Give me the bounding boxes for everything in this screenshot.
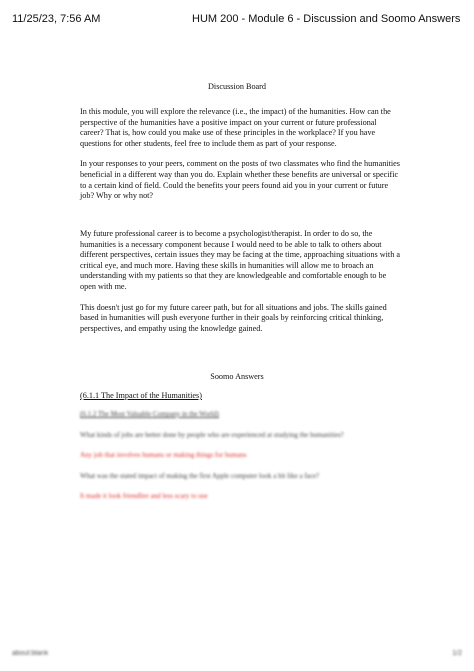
print-datetime: 11/25/23, 7:56 AM: [12, 13, 101, 25]
blurred-subsection-link: (6.1.2 The Most Valuable Company in the World): [80, 410, 219, 418]
document-title: HUM 200 - Module 6 - Discussion and Soomo Answers: [192, 13, 461, 25]
blurred-answers: [80, 409, 402, 502]
page-number: 1/2: [452, 650, 462, 657]
soomo-heading: Soomo Answers: [210, 372, 264, 381]
section-link[interactable]: (6.1.1 The Impact of the Humanities): [80, 391, 202, 400]
prompt-paragraph: In this module, you will explore the relevance (i.e., the impact) of the humanities. How can the perspective of the humanities have a positive impact on your current or future professional career? That is, how could you make use of these principles in the workplace? If you have questions for other students, feel free to include them as part of your response.: [80, 107, 391, 148]
discussion-prompt: [80, 107, 402, 202]
discussion-answer: [80, 229, 402, 334]
blurred-question: What was the stated impact of making the first Apple computer look a bit like a face?: [80, 471, 320, 480]
discussion-heading: Discussion Board: [208, 82, 266, 91]
prompt-paragraph: In your responses to your peers, comment on the posts of two classmates who find the humanities beneficial in a different way than you do. Explain whether these benefits are universal or specific to a certain kind of field. Could the benefits your peers found aid you in your current or future job? Why or why not?: [80, 159, 400, 201]
blurred-answer: It made it look friendlier and less scary to use: [80, 492, 208, 501]
answer-paragraph: My future professional career is to become a psychologist/therapist. In order to do so, the humanities is a necessary component because I would need to be able to talk to others about different perspectives, certain issues they may be facing at the time, approaching situations with a critical eye, and much more. Having these skills in humanities will allow me to broach an understanding with my patients so that they are knowledgeable and comfortable enough to be open with me.: [80, 229, 400, 291]
blurred-question: What kinds of jobs are better done by people who are experienced at studying the humanities?: [80, 430, 344, 439]
answer-paragraph: This doesn't just go for my future career path, but for all situations and jobs. The skills gained based in humanities will push everyone further in their goals by reinforcing critical thinking, perspectives, and empathy using the knowledge gained.: [80, 302, 387, 333]
footer-url: about:blank: [12, 650, 49, 657]
blurred-answer: Any job that involves humans or making things for humans: [80, 451, 247, 460]
